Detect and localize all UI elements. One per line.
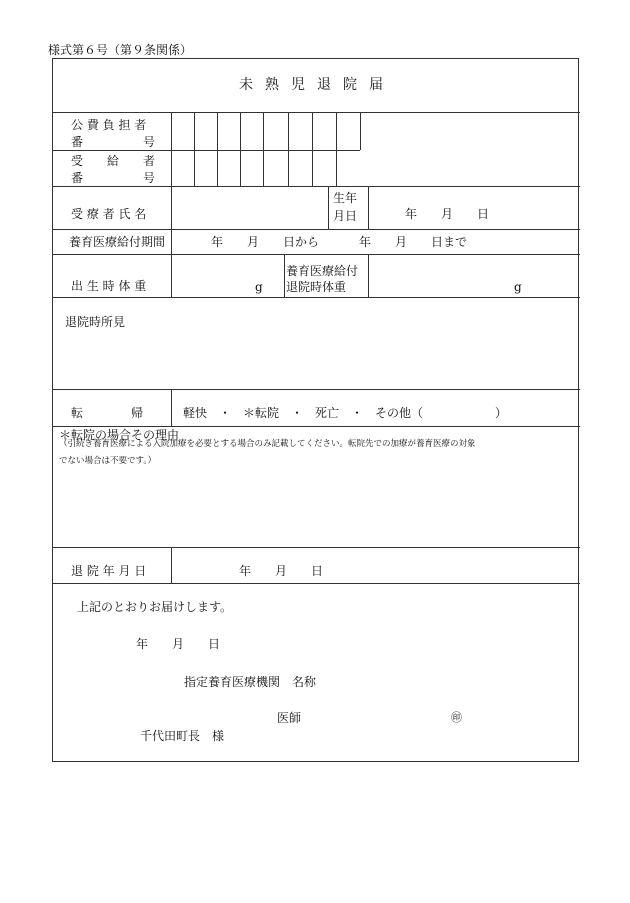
digit-box-divider [288, 112, 289, 186]
row-divider [53, 254, 580, 255]
row-divider [53, 547, 580, 548]
discharge-weight-label: 養育医療給付 [286, 264, 359, 278]
discharge-weight-label: 退院時体重 [286, 280, 347, 294]
doctor-label: 医師 [277, 711, 302, 725]
recipient-label: 番 号 [71, 171, 156, 185]
label-column-divider [171, 547, 172, 583]
birth-date-value: 年 月 日 [405, 207, 490, 221]
digit-box-divider [263, 112, 264, 186]
discharge-weight-unit: g [514, 280, 522, 294]
birth-date-label: 生年 [333, 191, 358, 205]
transfer-reason-label: ＊転院の場合その理由 [59, 428, 180, 442]
label-column-divider [171, 389, 172, 426]
digit-box-divider [360, 112, 361, 150]
row-divider [53, 112, 580, 113]
transfer-reason-note: でない場合は不要です。） [59, 456, 157, 466]
benefit-period-label: 養育医療給付期間 [69, 235, 166, 249]
row-divider [53, 186, 580, 187]
row-divider [53, 389, 580, 390]
addressee: 千代田町長 様 [140, 729, 225, 743]
birth-column-divider [328, 186, 329, 229]
digit-box-divider [194, 112, 195, 186]
patient-name-label: 受 療 者 氏 名 [71, 207, 147, 221]
row-divider [53, 150, 360, 151]
birth-weight-unit: g [255, 280, 263, 294]
row-divider [53, 583, 580, 584]
benefit-period-to: 年 月 日まで [359, 235, 468, 249]
weight-column-divider [368, 254, 369, 297]
submission-date: 年 月 日 [136, 637, 221, 651]
birth-column-divider [368, 186, 369, 229]
form-frame [52, 58, 579, 762]
birth-date-label: 月日 [333, 209, 358, 223]
outcome-options: 軽快 ・ ＊転院 ・ 死亡 ・ その他（ ） [183, 406, 508, 420]
discharge-findings-label: 退院時所見 [65, 315, 126, 329]
seal-mark: ㊞ [451, 711, 462, 724]
closing-statement: 上記のとおりお届けします。 [77, 600, 233, 614]
row-divider [53, 297, 580, 298]
public-payer-label: 公 費 負 担 者 [71, 118, 147, 132]
form-title: 未熟児退院届 [239, 77, 395, 93]
label-column-divider [171, 112, 172, 297]
recipient-label: 受 給 者 [71, 154, 156, 168]
public-payer-label: 番 号 [71, 135, 156, 149]
digit-box-divider [217, 112, 218, 186]
row-divider [53, 426, 580, 427]
institution-name-label: 指定養育医療機関 名称 [184, 675, 317, 689]
discharge-date-label: 退 院 年 月 日 [71, 564, 147, 578]
digit-box-divider [336, 112, 337, 186]
digit-box-divider [240, 112, 241, 186]
discharge-date-value: 年 月 日 [239, 564, 324, 578]
weight-column-divider [284, 254, 285, 297]
birth-weight-label: 出 生 時 体 重 [71, 279, 147, 293]
form-number-label: 様式第６号（第９条関係） [48, 43, 193, 57]
transfer-reason-note: （引続き養育医療による入院加療を必要とする場合のみ記載してください。転院先での加療が養育医療の対象 [59, 439, 476, 449]
row-divider [53, 229, 580, 230]
benefit-period-from: 年 月 日から [211, 235, 320, 249]
digit-box-divider [312, 112, 313, 186]
outcome-label: 転 帰 [71, 406, 144, 420]
